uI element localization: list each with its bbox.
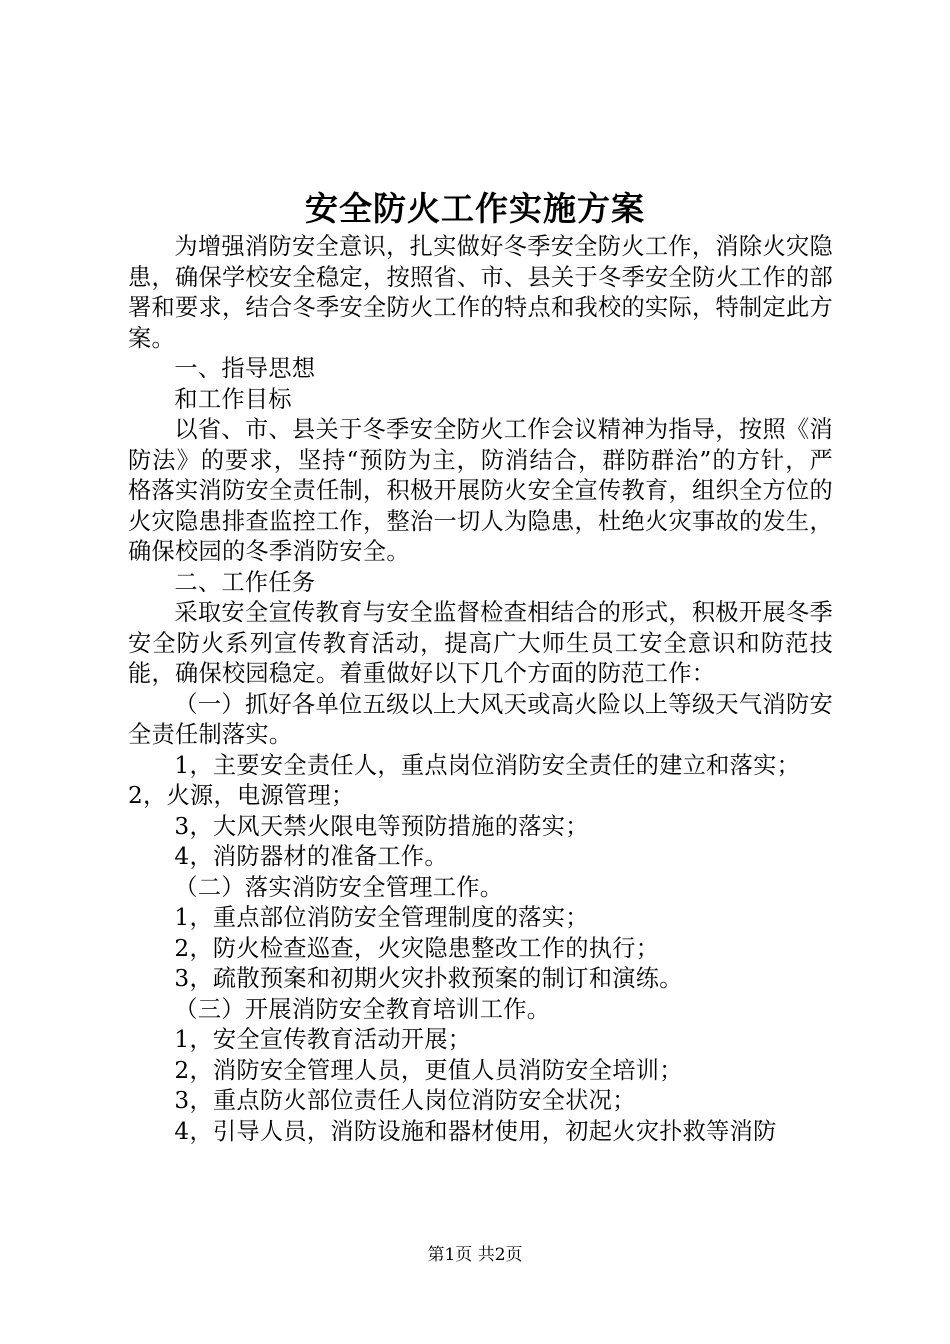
list-item: 2，消防安全管理人员，更值人员消防安全培训； (174, 1056, 683, 1084)
guiding-paragraph: 以省、市、县关于冬季安全防火工作会议精神为指导，按照《消防法》的要求，坚持“预防为主，防消结合，群防群治”的方针，严格落实消防安全责任制，积极开展防火安全宣传教育，组织全方位的火灾隐患排查监控工作，整治一切人为隐患，杜绝火灾事故的发生，确保校园的冬季消防安全。 (128, 416, 833, 565)
list-item: 3，大风天禁火限电等预防措施的落实； (174, 812, 589, 840)
list-item: 1，重点部位消防安全管理制度的落实； (174, 904, 589, 931)
section-heading-work-goal: 和工作目标 (174, 385, 292, 413)
list-item: 1，主要安全责任人，重点岗位消防安全责任的建立和落实； (174, 751, 801, 779)
subsection-heading-1: （一）抓好各单位五级以上大风天或高火险以上等级天气消防安全责任制落实。 (128, 690, 833, 748)
section-heading-guiding-thought: 一、指导思想 (174, 355, 316, 382)
subsection-heading-3: （三）开展消防安全教育培训工作。 (174, 995, 551, 1023)
list-item: 3，疏散预案和初期火灾扑救预案的制订和演练。 (174, 965, 683, 992)
list-item: 2，防火检查巡查，火灾隐患整改工作的执行； (174, 934, 660, 962)
list-item: 1，安全宣传教育活动开展； (174, 1026, 472, 1053)
document-body (128, 232, 833, 1147)
subsection-heading-2: （二）落实消防安全管理工作。 (174, 873, 504, 901)
section-heading-work-tasks: 二、工作任务 (174, 568, 316, 596)
intro-paragraph: 为增强消防安全意识，扎实做好冬季安全防火工作，消除火灾隐患，确保学校安全稳定，按照省、市、县关于冬季安全防火工作的部署和要求，结合冬季安全防火工作的特点和我校的实际，特制定此方案。 (128, 233, 833, 352)
list-item: 4，引导人员，消防设施和器材使用，初起火灾扑救等消防 (174, 1117, 777, 1145)
list-item: 3，重点防火部位责任人岗位消防安全状况； (174, 1087, 636, 1114)
list-item: 4，消防器材的准备工作。 (174, 843, 448, 870)
list-item: 2，火源，电源管理； (128, 782, 355, 809)
tasks-paragraph: 采取安全宣传教育与安全监督检查相结合的形式，积极开展冬季安全防火系列宣传教育活动，提高广大师生员工安全意识和防范技能，确保校园稳定。着重做好以下几个方面的防范工作： (128, 599, 833, 687)
page-footer: 第1页 共2页 (427, 1245, 523, 1265)
document-title: 安全防火工作实施方案 (305, 189, 645, 228)
